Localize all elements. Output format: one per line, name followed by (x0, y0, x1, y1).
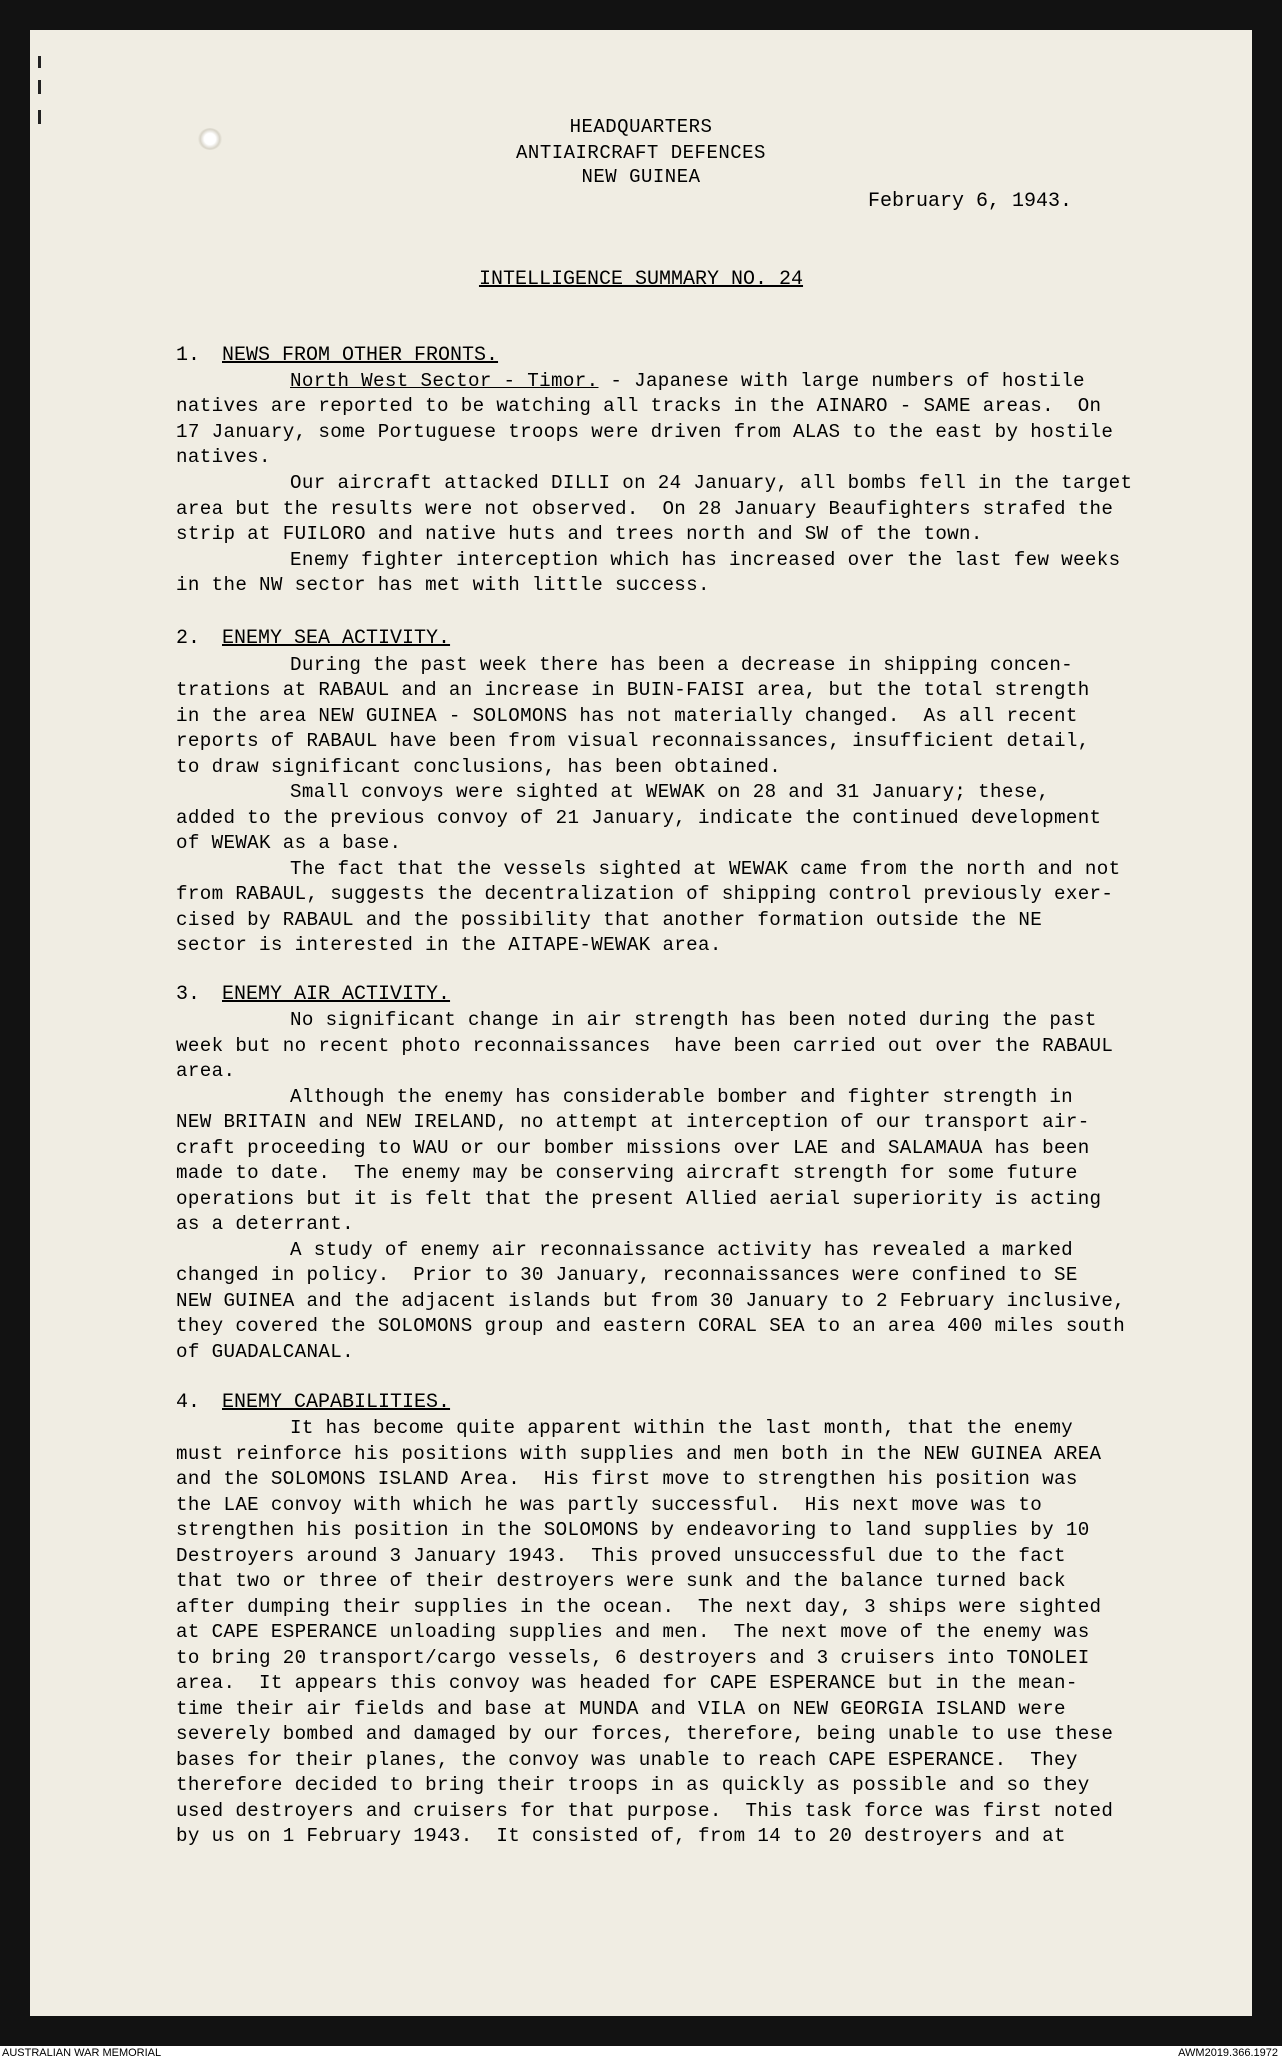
footer-accession-number: AWM2019.366.1972 (1178, 2047, 1278, 2059)
section-number: 2. (176, 627, 201, 650)
section-heading (176, 983, 450, 1006)
text-line: by us on 1 February 1943. It consisted of, from 14 to 20 destroyers and at (176, 1825, 1066, 1847)
header-line-1: HEADQUARTERS (569, 116, 713, 138)
text-line: natives are reported to be watching all tracks in the AINARO - SAME areas. On (176, 395, 1102, 417)
text-line: NEW GUINEA and the adjacent islands but from 30 January to 2 February inclusive, (176, 1290, 1126, 1312)
text-line: must reinforce his positions with supplies and men both in the NEW GUINEA AREA (176, 1443, 1102, 1465)
text-line: changed in policy. Prior to 30 January, reconnaissances were confined to SE (176, 1264, 1078, 1286)
section-title: ENEMY AIR ACTIVITY. (222, 983, 451, 1006)
text-line: that two or three of their destroyers were sunk and the balance turned back (176, 1570, 1066, 1592)
text-line: area but the results were not observed. On 28 January Beaufighters strafed the (176, 498, 1114, 520)
section-title: ENEMY SEA ACTIVITY. (222, 627, 451, 650)
text-line: made to date. The enemy may be conserving aircraft strength for some future (176, 1162, 1078, 1184)
text-line: area. It appears this convoy was headed for CAPE ESPERANCE but in the mean- (176, 1672, 1078, 1694)
text-line: Destroyers around 3 January 1943. This proved unsuccessful due to the fact (176, 1545, 1066, 1567)
section-number: 1. (176, 344, 201, 367)
margin-mark (38, 56, 41, 68)
text-line: natives. (176, 446, 271, 468)
text-line: to draw significant conclusions, has been obtained. (176, 756, 782, 778)
text-line: to bring 20 transport/cargo vessels, 6 destroyers and 3 cruisers into TONOLEI (176, 1647, 1090, 1669)
text-line: 17 January, some Portuguese troops were driven from ALAS to the east by hostile (176, 421, 1114, 443)
section-heading (176, 1391, 450, 1414)
text-line: strengthen his position in the SOLOMONS by endeavoring to land supplies by 10 (176, 1519, 1090, 1541)
text-line: The fact that the vessels sighted at WEWAK came from the north and not (290, 858, 1121, 880)
section-heading (176, 627, 450, 650)
text-line: of WEWAK as a base. (176, 832, 402, 854)
text-line: sector is interested in the AITAPE-WEWAK area. (176, 934, 722, 956)
text-line: in the area NEW GUINEA - SOLOMONS has not materially changed. As all recent (176, 705, 1078, 727)
text-line: NEW BRITAIN and NEW IRELAND, no attempt at interception of our transport air- (176, 1111, 1090, 1133)
text-line: Our aircraft attacked DILLI on 24 January, all bombs fell in the target (290, 472, 1133, 494)
text-line: A study of enemy air reconnaissance activity has revealed a marked (290, 1239, 1074, 1261)
text-line: area. (176, 1060, 236, 1082)
text-line: week but no recent photo reconnaissances have been carried out over the RABAUL (176, 1035, 1114, 1057)
text-line: of GUADALCANAL. (176, 1341, 354, 1363)
section-title: NEWS FROM OTHER FRONTS. (222, 344, 499, 367)
text-line: Although the enemy has considerable bomber and fighter strength in (290, 1086, 1074, 1108)
text-line: added to the previous convoy of 21 January, indicate the continued development (176, 807, 1102, 829)
text-line: trations at RABAUL and an increase in BUIN-FAISI area, but the total strength (176, 679, 1090, 701)
text-line: after dumping their supplies in the ocean. The next day, 3 ships were sighted (176, 1596, 1102, 1618)
text-line: Small convoys were sighted at WEWAK on 28 and 31 January; these, (290, 781, 1050, 803)
document-date: February 6, 1943. (868, 190, 1073, 213)
text-line: craft proceeding to WAU or our bomber missions over LAE and SALAMAUA has been (176, 1137, 1090, 1159)
text-line: Enemy fighter interception which has increased over the last few weeks (290, 549, 1121, 571)
text-line: in the NW sector has met with little success. (176, 574, 710, 596)
text-line: reports of RABAUL have been from visual reconnaissances, insufficient detail, (176, 730, 1090, 752)
text-line: North West Sector - Timor. - Japanese with large numbers of hostile (290, 370, 1085, 392)
text-line: severely bombed and damaged by our forces, therefore, being unable to use these (176, 1723, 1114, 1745)
section-number: 3. (176, 983, 201, 1006)
text-line: strip at FUILORO and native huts and trees north and SW of the town. (176, 523, 983, 545)
document-title: INTELLIGENCE SUMMARY NO. 24 (478, 268, 804, 291)
text-line: therefore decided to bring their troops in as quickly as possible and so they (176, 1774, 1090, 1796)
text-line: and the SOLOMONS ISLAND Area. His first move to strengthen his position was (176, 1468, 1078, 1490)
margin-mark (38, 80, 41, 94)
section-number: 4. (176, 1391, 201, 1414)
text-line: During the past week there has been a decrease in shipping concen- (290, 654, 1074, 676)
text-line: operations but it is felt that the present Allied aerial superiority is acting (176, 1188, 1102, 1210)
text-line: used destroyers and cruisers for that purpose. This task force was first noted (176, 1800, 1114, 1822)
section-heading (176, 344, 498, 367)
text-line: It has become quite apparent within the last month, that the enemy (290, 1417, 1074, 1439)
text-line: they covered the SOLOMONS group and eastern CORAL SEA to an area 400 miles south (176, 1315, 1126, 1337)
text-line: at CAPE ESPERANCE unloading supplies and men. The next move of the enemy was (176, 1621, 1090, 1643)
text-line: from RABAUL, suggests the decentralization of shipping control previously exer- (176, 883, 1114, 905)
text-line: bases for their planes, the convoy was unable to reach CAPE ESPERANCE. They (176, 1749, 1078, 1771)
text-line: the LAE convoy with which he was partly successful. His next move was to (176, 1494, 1043, 1516)
section-title: ENEMY CAPABILITIES. (222, 1391, 451, 1414)
subheading: North West Sector - Timor. (290, 370, 599, 392)
footer-credit: AUSTRALIAN WAR MEMORIAL (2, 2047, 162, 2059)
text-line: cised by RABAUL and the possibility that another formation outside the NE (176, 909, 1043, 931)
header-line-3: NEW GUINEA (581, 166, 701, 188)
text-line: time their air fields and base at MUNDA and VILA on NEW GEORGIA ISLAND were (176, 1698, 1066, 1720)
text-line: No significant change in air strength has been noted during the past (290, 1009, 1097, 1031)
text-line: as a deterrant. (176, 1213, 354, 1235)
header-line-2: ANTIAIRCRAFT DEFENCES (516, 142, 766, 164)
